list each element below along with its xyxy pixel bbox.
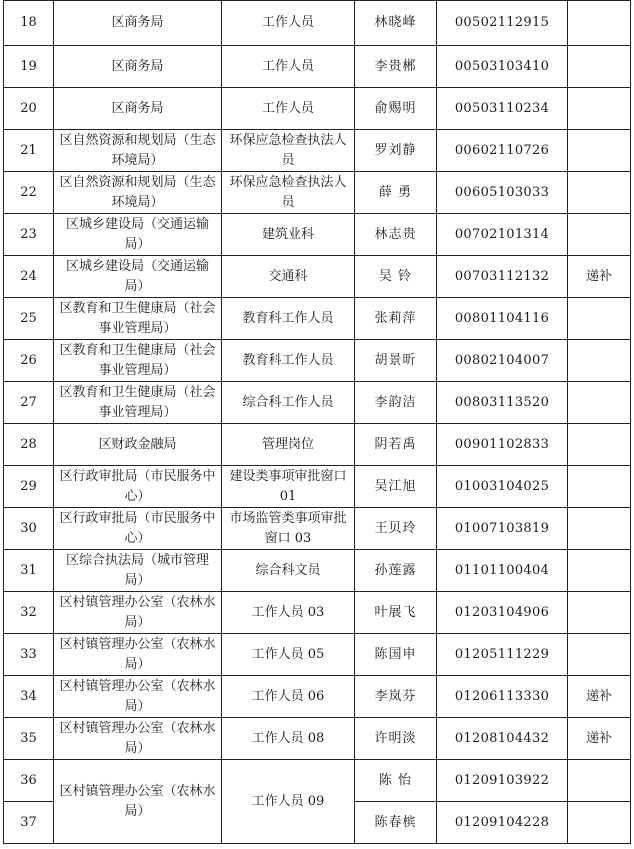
candidate-number: 00502112915 [437, 1, 568, 46]
table-row [4, 130, 631, 172]
remark [568, 214, 631, 256]
remark [568, 550, 631, 592]
remark [568, 634, 631, 676]
person-name: 叶展飞 [355, 592, 437, 634]
candidate-number: 01007103819 [437, 508, 568, 550]
row-number: 21 [4, 130, 54, 172]
remark [568, 592, 631, 634]
unit-name: 区村镇管理办公室（农林水局） [54, 760, 222, 844]
person-name: 薛 勇 [355, 172, 437, 214]
row-number: 34 [4, 676, 54, 718]
table-row [4, 256, 631, 298]
post-name: 工作人员 [222, 46, 355, 88]
post-name: 环保应急检查执法人员 [222, 130, 355, 172]
remark [568, 172, 631, 214]
post-name: 综合科文员 [222, 550, 355, 592]
unit-name: 区行政审批局（市民服务中心） [54, 508, 222, 550]
candidate-number: 01205111229 [437, 634, 568, 676]
candidate-number: 00802104007 [437, 340, 568, 382]
row-number: 20 [4, 88, 54, 130]
candidate-number: 00901102833 [437, 424, 568, 466]
post-name: 管理岗位 [222, 424, 355, 466]
post-name: 工作人员 09 [222, 760, 355, 844]
table-row [4, 214, 631, 256]
person-name: 张莉萍 [355, 298, 437, 340]
remark [568, 340, 631, 382]
post-name: 教育科工作人员 [222, 298, 355, 340]
table-row [4, 592, 631, 634]
remark [568, 424, 631, 466]
unit-name: 区城乡建设局（交通运输局） [54, 214, 222, 256]
post-name: 工作人员 06 [222, 676, 355, 718]
person-name: 李贵郴 [355, 46, 437, 88]
post-name: 工作人员 [222, 88, 355, 130]
table-row [4, 172, 631, 214]
table-row [4, 550, 631, 592]
post-name: 工作人员 [222, 1, 355, 46]
unit-name: 区商务局 [54, 1, 222, 46]
candidate-number: 00605103033 [437, 172, 568, 214]
remark [568, 88, 631, 130]
person-name: 吴 铃 [355, 256, 437, 298]
person-name: 孙莲露 [355, 550, 437, 592]
row-number: 33 [4, 634, 54, 676]
person-name: 陈 怡 [355, 760, 437, 802]
candidate-number: 01209104228 [437, 802, 568, 844]
row-number: 27 [4, 382, 54, 424]
candidate-number: 00503103410 [437, 46, 568, 88]
table-row [4, 46, 631, 88]
remark [568, 466, 631, 508]
remark: 递补 [568, 676, 631, 718]
unit-name: 区城乡建设局（交通运输局） [54, 256, 222, 298]
candidate-number: 01203104906 [437, 592, 568, 634]
remark [568, 382, 631, 424]
row-number: 31 [4, 550, 54, 592]
unit-name: 区村镇管理办公室（农林水局） [54, 634, 222, 676]
post-name: 工作人员 08 [222, 718, 355, 760]
person-name: 陈春槟 [355, 802, 437, 844]
candidate-number: 01209103922 [437, 760, 568, 802]
person-name: 李韵洁 [355, 382, 437, 424]
candidate-number: 00803113520 [437, 382, 568, 424]
unit-name: 区教育和卫生健康局（社会事业管理局） [54, 298, 222, 340]
row-number: 32 [4, 592, 54, 634]
table-row [4, 298, 631, 340]
unit-name: 区村镇管理办公室（农林水局） [54, 676, 222, 718]
person-name: 陈国申 [355, 634, 437, 676]
results-table [3, 0, 631, 844]
row-number: 24 [4, 256, 54, 298]
remark [568, 508, 631, 550]
remark: 递补 [568, 256, 631, 298]
candidate-number: 00503110234 [437, 88, 568, 130]
table-row [4, 676, 631, 718]
candidate-number: 00703112132 [437, 256, 568, 298]
remark [568, 46, 631, 88]
unit-name: 区综合执法局（城市管理局） [54, 550, 222, 592]
remark [568, 130, 631, 172]
table-row [4, 466, 631, 508]
table-row [4, 88, 631, 130]
table-row [4, 424, 631, 466]
row-number: 37 [4, 802, 54, 844]
post-name: 建筑业科 [222, 214, 355, 256]
candidate-number: 00801104116 [437, 298, 568, 340]
remark [568, 298, 631, 340]
row-number: 30 [4, 508, 54, 550]
person-name: 王贝玲 [355, 508, 437, 550]
row-number: 29 [4, 466, 54, 508]
unit-name: 区财政金融局 [54, 424, 222, 466]
person-name: 林晓峰 [355, 1, 437, 46]
row-number: 35 [4, 718, 54, 760]
unit-name: 区教育和卫生健康局（社会事业管理局） [54, 340, 222, 382]
person-name: 胡景昕 [355, 340, 437, 382]
candidate-number: 01206113330 [437, 676, 568, 718]
candidate-number: 01208104432 [437, 718, 568, 760]
table-row [4, 760, 631, 802]
unit-name: 区自然资源和规划局（生态环境局） [54, 130, 222, 172]
person-name: 林志贵 [355, 214, 437, 256]
unit-name: 区商务局 [54, 46, 222, 88]
unit-name: 区商务局 [54, 88, 222, 130]
post-name: 市场监管类事项审批窗口 03 [222, 508, 355, 550]
post-name: 交通科 [222, 256, 355, 298]
post-name: 工作人员 05 [222, 634, 355, 676]
table-row [4, 508, 631, 550]
table-row [4, 634, 631, 676]
candidate-number: 01101100404 [437, 550, 568, 592]
table-row [4, 718, 631, 760]
row-number: 18 [4, 1, 54, 46]
row-number: 25 [4, 298, 54, 340]
post-name: 建设类事项审批窗口 01 [222, 466, 355, 508]
row-number: 19 [4, 46, 54, 88]
remark [568, 760, 631, 802]
unit-name: 区行政审批局（市民服务中心） [54, 466, 222, 508]
row-number: 28 [4, 424, 54, 466]
table-row [4, 340, 631, 382]
person-name: 李岚芬 [355, 676, 437, 718]
post-name: 教育科工作人员 [222, 340, 355, 382]
person-name: 罗刘静 [355, 130, 437, 172]
remark: 递补 [568, 718, 631, 760]
row-number: 26 [4, 340, 54, 382]
row-number: 36 [4, 760, 54, 802]
candidate-number: 00702101314 [437, 214, 568, 256]
table-row [4, 382, 631, 424]
person-name: 俞赐明 [355, 88, 437, 130]
candidate-number: 01003104025 [437, 466, 568, 508]
unit-name: 区自然资源和规划局（生态环境局） [54, 172, 222, 214]
unit-name: 区教育和卫生健康局（社会事业管理局） [54, 382, 222, 424]
post-name: 环保应急检查执法人员 [222, 172, 355, 214]
unit-name: 区村镇管理办公室（农林水局） [54, 592, 222, 634]
post-name: 综合科工作人员 [222, 382, 355, 424]
row-number: 22 [4, 172, 54, 214]
person-name: 阴若禹 [355, 424, 437, 466]
table-row [4, 1, 631, 46]
post-name: 工作人员 03 [222, 592, 355, 634]
candidate-number: 00602110726 [437, 130, 568, 172]
person-name: 吴江旭 [355, 466, 437, 508]
unit-name: 区村镇管理办公室（农林水局） [54, 718, 222, 760]
remark [568, 1, 631, 46]
person-name: 许明淡 [355, 718, 437, 760]
remark [568, 802, 631, 844]
row-number: 23 [4, 214, 54, 256]
results-table-body [4, 1, 631, 844]
